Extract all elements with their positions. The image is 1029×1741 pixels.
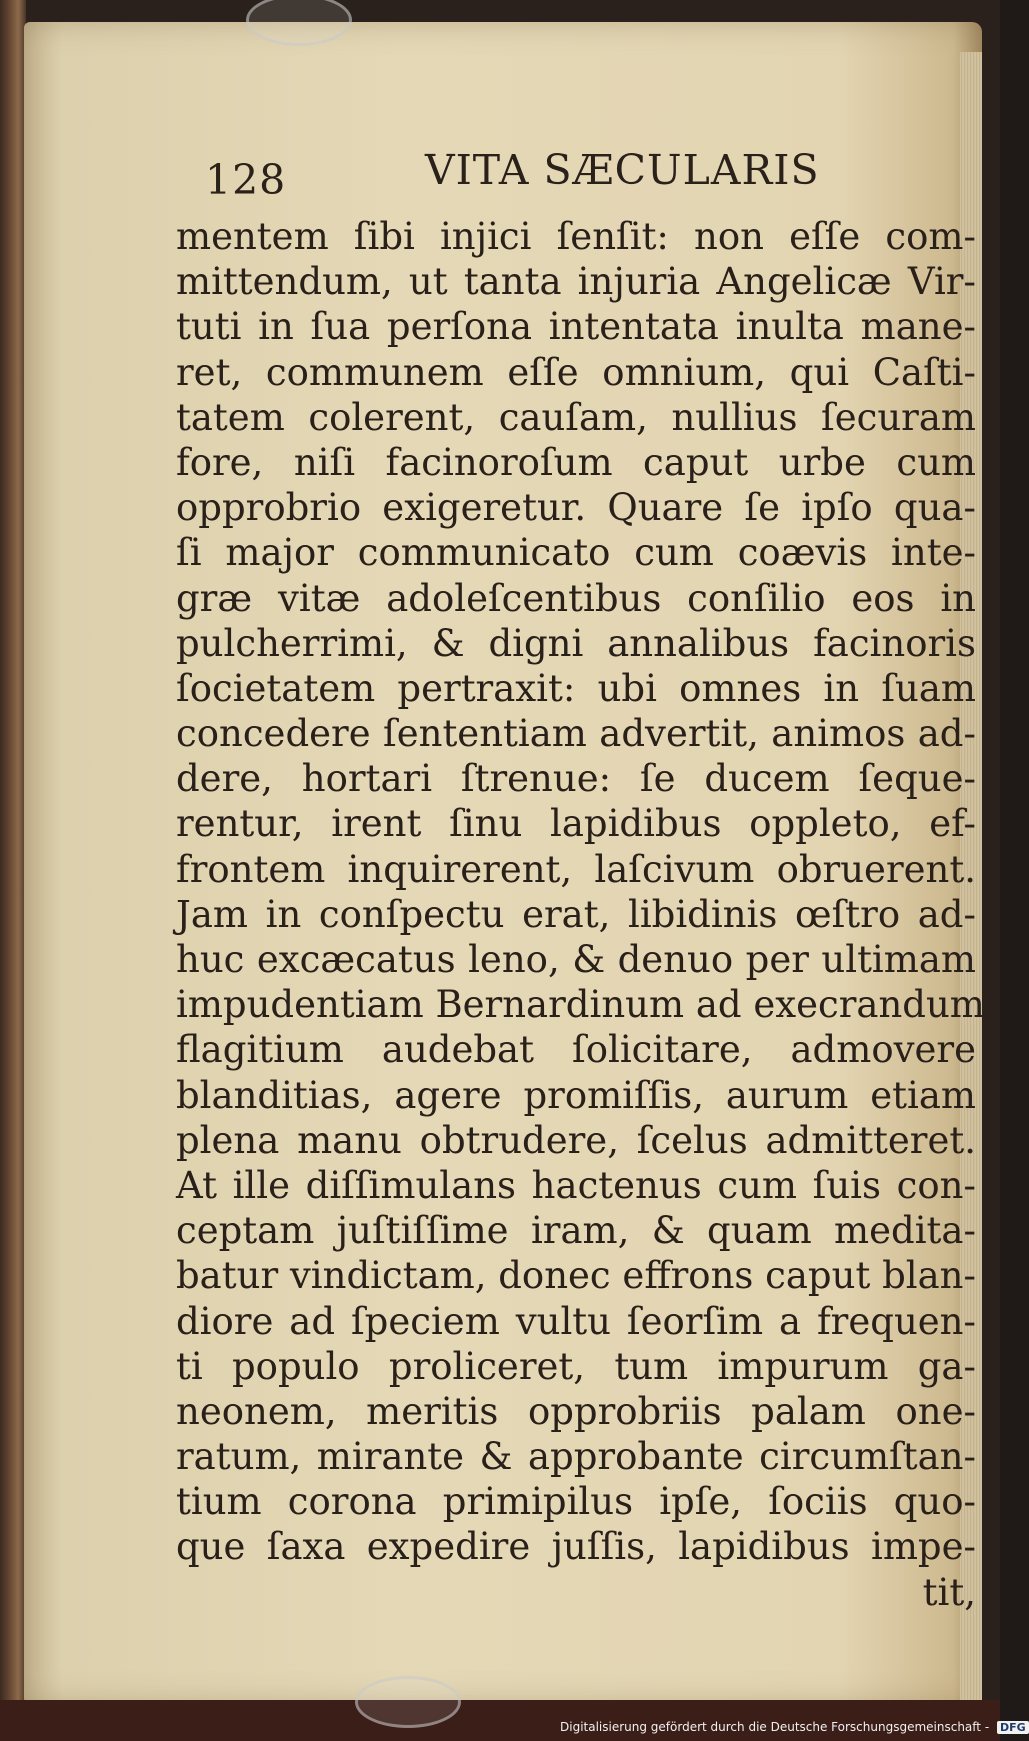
text-line: fore, niſi facinoroſum caput urbe cum xyxy=(176,440,976,484)
text-line: huc excæcatus leno, & denuo per ultimam xyxy=(176,938,976,981)
text-line: opprobrio exigeretur. Quare ſe ipſo qua- xyxy=(176,486,976,530)
text-line: rentur, irent ſinu lapidibus oppleto, ef- xyxy=(176,802,976,846)
text-line: plena manu obtrudere, ſcelus admitteret. xyxy=(176,1118,976,1162)
text-line: mentem ſibi injici ſenſit: non eſſe com- xyxy=(176,215,976,258)
text-line: ſocietatem pertraxit: ubi omnes in ſuam xyxy=(176,666,976,710)
text-line: blanditias, agere promiſſis, aurum etiam xyxy=(176,1073,976,1117)
text-line: tit, xyxy=(922,1570,976,1614)
text-line: Jam in conſpectu erat, libidinis œſtro ad- xyxy=(176,892,976,936)
text-line: tium corona primipilus ipſe, ſociis quo- xyxy=(176,1480,976,1524)
text-line: concedere ſententiam advertit, animos ad- xyxy=(176,712,976,756)
text-line: diore ad ſpeciem vultu ſeorſim a frequen- xyxy=(176,1299,976,1343)
text-line: pulcherrimi, & digni annalibus facinoris xyxy=(176,621,976,665)
text-line: que ſaxa expedire juſſis, lapidibus impe- xyxy=(176,1525,976,1569)
page-number: 128 xyxy=(205,156,287,204)
text-line: flagitium audebat ſolicitare, admovere xyxy=(176,1028,976,1072)
page-clip-bottom xyxy=(355,1676,461,1728)
text-line: ret, communem eſſe omnium, qui Caſti- xyxy=(176,350,976,394)
text-line: ratum, mirante & approbante circumſtan- xyxy=(176,1435,976,1479)
text-line: mittendum, ut tanta injuria Angelicæ Vir- xyxy=(176,260,976,304)
text-line: At ille diſſimulans hactenus cum ſuis con- xyxy=(176,1163,976,1207)
text-line: ſi major communicato cum coævis inte- xyxy=(176,531,976,575)
book-spine-edge xyxy=(0,0,26,1741)
text-line: græ vitæ adoleſcentibus conſilio eos in xyxy=(176,576,976,620)
body-text xyxy=(176,214,985,1615)
running-head xyxy=(205,146,865,204)
text-line: neonem, meritis opprobriis palam one- xyxy=(176,1389,976,1433)
digitization-credit xyxy=(560,1720,1029,1734)
text-line: tatem colerent, cauſam, nullius ſecuram xyxy=(176,395,976,439)
running-title: VITA SÆCULARIS xyxy=(425,146,820,194)
text-line: impudentiam Bernardinum ad execrandum xyxy=(176,983,985,1027)
credit-text: Digitalisierung gefördert durch die Deutsche Forschungsgemeinschaft - xyxy=(560,1720,990,1734)
dfg-logo: DFG xyxy=(997,1721,1029,1734)
text-line: tuti in ſua perſona intentata inulta mane- xyxy=(176,305,976,349)
text-line: dere, hortari ſtrenue: ſe ducem ſeque- xyxy=(176,757,976,801)
text-line: ti populo proliceret, tum impurum ga- xyxy=(176,1344,976,1388)
text-line: ceptam juſtiſſime iram, & quam medita- xyxy=(176,1209,976,1253)
text-line: frontem inquirerent, laſcivum obruerent. xyxy=(176,847,976,891)
text-line: batur vindictam, donec effrons caput blan- xyxy=(176,1254,976,1298)
